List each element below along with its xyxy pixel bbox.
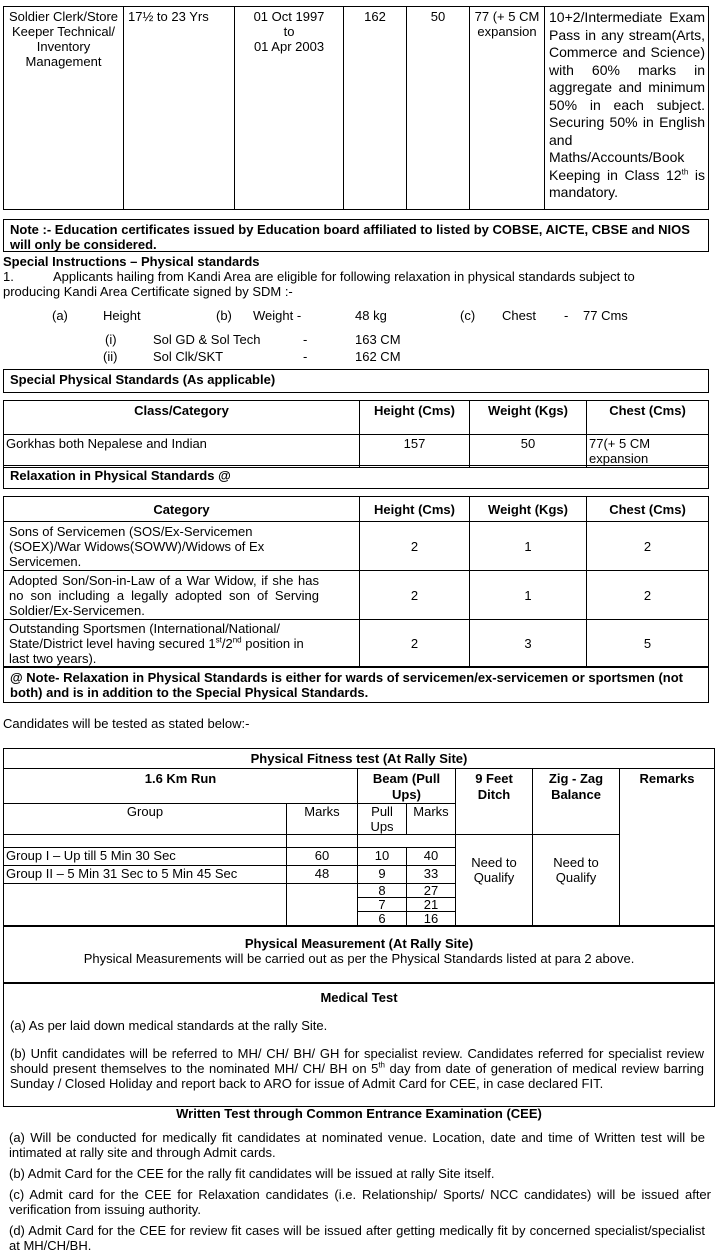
special-instructions-para <box>3 269 693 299</box>
table-cell: 2 <box>587 571 709 620</box>
medical-item-b <box>10 1046 704 1091</box>
table-cell: 157 <box>360 435 470 468</box>
sports-text-mid: /2 <box>221 635 233 651</box>
special-instructions <box>3 254 709 299</box>
spacer-cell <box>358 835 456 848</box>
education-note <box>3 219 709 252</box>
sports-sup: st <box>215 635 222 645</box>
dob-to-word: to <box>283 24 295 39</box>
written-item-d: (d) Admit Card for the CEE for review fit cases will be issued after getting medically fit by concerned specialist/specialist at MH/CH/BH. <box>9 1223 705 1253</box>
pullups-value: 9 <box>358 866 407 884</box>
tested-line: Candidates will be tested as stated below:- <box>3 716 250 731</box>
relaxation-note-text: @ Note- Relaxation in Physical Standards is either for wards of servicemen/ex-servicemen or sportsmen (not both) and is in addition to the Special Physical Standards. <box>10 670 683 700</box>
item-ii-label: (ii) <box>103 349 118 364</box>
education-cell <box>545 7 709 210</box>
pullups-value: 8 <box>358 884 407 898</box>
pullups-marks: 40 <box>407 848 456 866</box>
measurement-text: Physical Measurements will be carried out as per the Physical Standards listed at para 2 above. <box>83 951 635 966</box>
medical-title: Medical Test <box>320 990 398 1005</box>
medical-box <box>3 983 715 1107</box>
column-header: Weight (Kgs) <box>470 401 587 435</box>
measurement-title: Physical Measurement (At Rally Site) <box>244 936 474 951</box>
group-marks: 60 <box>287 848 358 866</box>
table-cell: Sons of Servicemen (SOS/Ex-Servicemen (SOEX)/War Widows(SOWW)/Widows of Ex Servicemen. <box>4 522 360 571</box>
marks-header: Marks <box>287 804 358 835</box>
ditch-qualify: Need to Qualify <box>456 835 533 926</box>
written-item-a: (a) Will be conducted for medically fit candidates at nominated venue. Location, date and time of Written test will be intimated at rally site and through Admit cards. <box>9 1130 705 1160</box>
column-header: Category <box>4 497 360 522</box>
table-cell: 5 <box>587 620 709 667</box>
table-cell: 2 <box>360 620 470 667</box>
spacer-cell <box>4 835 287 848</box>
pullups-value: 7 <box>358 898 407 912</box>
height-cell: 162 <box>344 7 407 210</box>
table-cell: 50 <box>470 435 587 468</box>
run-header: 1.6 Km Run <box>4 769 358 804</box>
dob-from: 01 Oct 1997 <box>253 9 325 24</box>
dob-cell <box>235 7 344 210</box>
table-header-row <box>4 401 709 435</box>
table-cell: Gorkhas both Nepalese and Indian <box>4 435 360 468</box>
chest-cell: 77 (+ 5 CM expansion <box>470 7 545 210</box>
medical-b-text: (b) Unfit candidates will be referred to MH/ CH/ BH/ GH for specialist review. Candidates referred for specialist review should present themselves to the nominated MH/ CH/ BH on 5 <box>10 1046 704 1076</box>
medical-item-a: (a) As per laid down medical standards at the rally Site. <box>10 1018 328 1033</box>
weight-label: Weight - <box>253 308 302 323</box>
group-cell: Group II – 5 Min 31 Sec to 5 Min 45 Sec <box>4 866 287 884</box>
pullups-value: 6 <box>358 912 407 926</box>
group-header: Group <box>4 804 287 835</box>
kandi-relaxation <box>0 308 719 368</box>
column-header: Chest (Cms) <box>587 401 709 435</box>
pullups-marks: 16 <box>407 912 456 926</box>
table-row <box>4 522 709 571</box>
table-cell: 1 <box>470 522 587 571</box>
table-row <box>4 835 715 848</box>
medical-b-sup: th <box>378 1060 385 1070</box>
table-header-row <box>4 769 715 804</box>
column-header: Height (Cms) <box>360 497 470 522</box>
table-cell: 2 <box>360 522 470 571</box>
weight-cell: 50 <box>407 7 470 210</box>
relaxation-table <box>3 496 709 667</box>
pft-table <box>3 768 715 926</box>
beam-header: Beam (Pull Ups) <box>358 769 456 804</box>
special-instructions-title: Special Instructions – Physical standards <box>3 254 260 269</box>
table-row <box>4 571 709 620</box>
spacer-cell <box>287 835 358 848</box>
eligibility-table <box>3 6 709 210</box>
table-cell: 1 <box>470 571 587 620</box>
item-c-label: (c) <box>460 308 476 323</box>
chest-label: Chest <box>502 308 536 323</box>
written-item-b: (b) Admit Card for the CEE for the rally fit candidates will be issued at rally Site itself. <box>9 1166 495 1181</box>
pullups-marks-header: Marks <box>407 804 456 835</box>
table-cell: 2 <box>360 571 470 620</box>
para-num: 1. <box>3 269 14 284</box>
empty-cell <box>4 884 287 926</box>
group-marks: 48 <box>287 866 358 884</box>
item-ii-value: 162 CM <box>355 349 401 364</box>
sports-text-end: position in last two years). <box>9 635 304 666</box>
pullups-value: 10 <box>358 848 407 866</box>
empty-cell <box>287 884 358 926</box>
table-row <box>4 435 709 468</box>
column-header: Class/Category <box>4 401 360 435</box>
height-label: Height <box>103 308 141 323</box>
age-cell: 17½ to 23 Yrs <box>124 7 235 210</box>
education-end: is mandatory. <box>549 166 705 200</box>
table-cell: 2 <box>587 522 709 571</box>
zigzag-header: Zig - Zag Balance <box>533 769 620 835</box>
written-box <box>3 1106 715 1253</box>
table-row <box>4 7 709 210</box>
weight-value: 48 kg <box>355 308 387 323</box>
item-i-dash: - <box>303 332 308 347</box>
written-title: Written Test through Common Entrance Examination (CEE) <box>176 1106 542 1121</box>
special-physical-table <box>3 400 709 468</box>
dob-to: 01 Apr 2003 <box>253 39 325 54</box>
measurement-box <box>3 926 715 983</box>
medical-b-text-end: day from date of generation of medical review barring Sunday / Closed Holiday and report back to ARO for issue of Admit Card for CEE, in case declared FIT. <box>10 1061 704 1091</box>
pullups-marks: 33 <box>407 866 456 884</box>
item-a-label: (a) <box>52 308 68 323</box>
table-header-row <box>4 497 709 522</box>
item-i-value: 163 CM <box>355 332 401 347</box>
pullups-marks: 21 <box>407 898 456 912</box>
table-cell: Adopted Son/Son-in-Law of a War Widow, if she has no son including a legally adopted son of Serving Soldier/Ex-Servicemen. <box>4 571 360 620</box>
table-cell: 77(+ 5 CM expansion <box>587 435 709 468</box>
education-note-text: Note :- Education certificates issued by Education board affiliated to listed by COBSE, AICTE, CBSE and NIOS will only be considered. <box>10 222 690 252</box>
item-i-label: (i) <box>105 332 117 347</box>
item-ii-dash: - <box>303 349 308 364</box>
chest-value: 77 Cms <box>583 308 628 323</box>
table-cell <box>4 620 360 667</box>
pft-title: Physical Fitness test (At Rally Site) <box>3 748 715 769</box>
post-cell: Soldier Clerk/Store Keeper Technical/ Inventory Management <box>4 7 124 210</box>
column-header: Chest (Cms) <box>587 497 709 522</box>
relaxation-title: Relaxation in Physical Standards @ <box>3 465 709 489</box>
pullups-header: Pull Ups <box>358 804 407 835</box>
zigzag-qualify: Need to Qualify <box>533 835 620 926</box>
sports-text: Outstanding Sportsmen (International/National/ State/District level having secured 1 <box>9 620 280 651</box>
pullups-marks: 27 <box>407 884 456 898</box>
ditch-header: 9 Feet Ditch <box>456 769 533 835</box>
chest-dash: - <box>564 308 569 323</box>
written-item-c: (c) Admit card for the CEE for Relaxation candidates (i.e. Relationship/ Sports/ NCC candidates) will be issued after verification from issuing authority. <box>9 1187 711 1217</box>
item-b-label: (b) <box>216 308 232 323</box>
remarks-header: Remarks <box>620 769 715 926</box>
table-row <box>4 620 709 667</box>
education-sup: th <box>681 166 689 176</box>
group-cell: Group I – Up till 5 Min 30 Sec <box>4 848 287 866</box>
relaxation-note <box>3 667 709 703</box>
column-header: Weight (Kgs) <box>470 497 587 522</box>
table-cell: 3 <box>470 620 587 667</box>
para-text: Applicants hailing from Kandi Area are eligible for following relaxation in physical standards subject to producing Kandi Area Certificate signed by SDM :- <box>3 269 635 299</box>
education-text: 10+2/Intermediate Exam Pass in any stream(Arts, Commerce and Science) with 60% marks in aggregate and minimum 50% in each subject. Securing 50% in English and Maths/Accounts/Book Keeping in Class 12 <box>549 9 705 183</box>
item-i-text: Sol GD & Sol Tech <box>153 332 261 347</box>
column-header: Height (Cms) <box>360 401 470 435</box>
sports-sup: nd <box>232 635 242 645</box>
special-physical-title: Special Physical Standards (As applicable) <box>3 369 709 393</box>
item-ii-text: Sol Clk/SKT <box>153 349 224 364</box>
